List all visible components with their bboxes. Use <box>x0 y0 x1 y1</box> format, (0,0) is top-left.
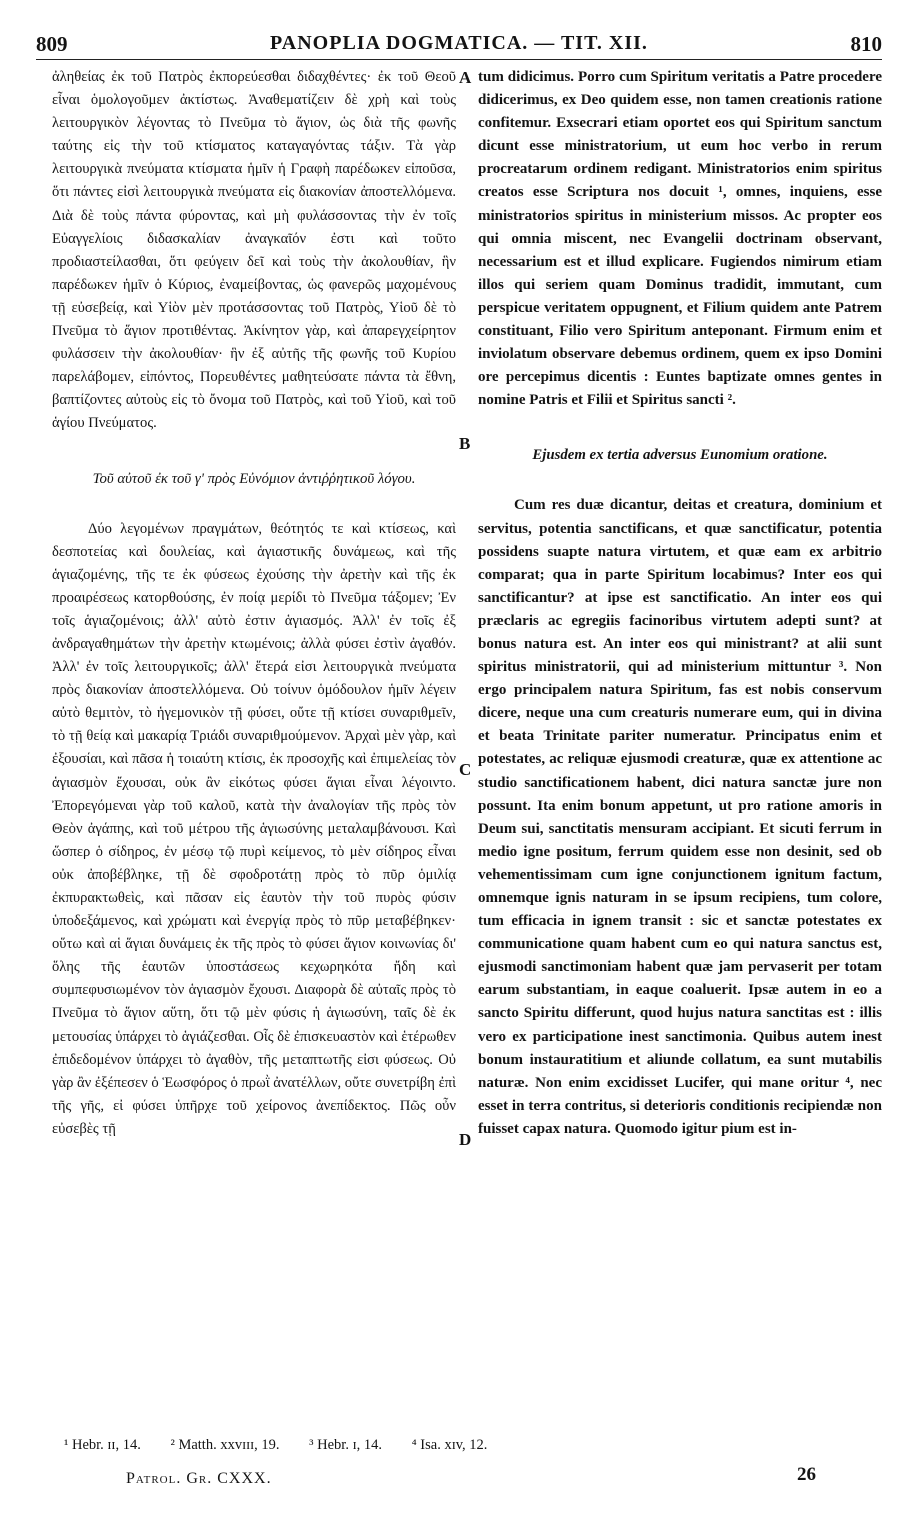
margin-letter-a: A <box>459 68 472 87</box>
latin-column <box>478 66 882 1436</box>
greek-column <box>52 66 456 1436</box>
series-imprint: Patrol. Gr. CXXX. <box>126 1470 272 1487</box>
footnotes <box>64 1437 864 1454</box>
footnote-2: ² Matth. xxvɪɪɪ, 19. <box>170 1437 280 1453</box>
latin-section-heading: Ejusdem ex tertia adversus Eunomium oratione. <box>532 447 828 464</box>
page-footer <box>126 1464 816 1494</box>
latin-paragraph-2: Cum res duæ dicantur, deitas et creatura, dominium et servitus, potentia sanctificans, et quæ sanctificatur, potentia possidens suapte natura virtutem, et quæ eam ex arbitrio comparat; qua in parte Spiritum locabimus? Inter eos qui sanctificantur? at ipse est sanctificatio. An inter eos qui præclaris ac egregiis facinoribus virtutem adepti sunt? at bonus natura est. An inter eos qui ministrant? at alii sunt spiritus ministratorii, qui ad ministerium mittuntur ³. Non ergo principalem natura Spiritum, fas est nobis conservum dicere, neque una cum creaturis numerare eum, qui in divina et beata Trinitate pariter numeratur. Principatus enim et potestates, ac reliquæ ejusmodi creaturæ, quæ ex attentione ac studio sanctificationem habent, dici natura sanctæ jure non possunt. Ita enim bonum appetunt, ut pro ratione amoris in Deum sui, sanctitatis mensuram accipiant. Et sicuti ferrum in medio igne positum, ferrum quidem esse non desinit, sed ob vehementissimam cum igne conjunctionem ignitum factum, omnemque ignis naturam in se ipsum recipiens, tum colore, tum efficacia in ignem transit : sic et sanctæ potestates ex communicatione quam habent cum eo qui natura sanctus est, ejusmodi sanctimoniam habent quæ jam pervaserit per totam earum substantiam, in eaque coaluerit. Ipsæ autem in eo a sancto Spiritu differunt, quod hujus natura sanctitas est : illis vero ex participatione inest sanctimonia. Quibus autem inest bonum instauratitium et aliunde collatum, ea sunt mutabilis naturæ. Non enim excidisset Lucifer, qui mane oritur ⁴, nec esset in terra contritus, si deterioris conditionis recipiendæ non fuisset capax natura. Quomodo igitur pium est in- <box>478 497 882 1137</box>
page-number-right: 810 <box>850 32 882 56</box>
footnote-1: ¹ Hebr. ɪɪ, 14. <box>64 1437 141 1453</box>
footnote-3: ³ Hebr. ɪ, 14. <box>309 1437 382 1453</box>
running-header <box>36 32 882 62</box>
footnote-4: ⁴ Isa. xɪv, 12. <box>411 1437 488 1453</box>
margin-letter-b: B <box>459 434 471 453</box>
greek-paragraph-1: ἀληθείας ἐκ τοῦ Πατρὸς ἐκπορεύεσθαι διδαχθέντες· ἐκ τοῦ Θεοῦ εἶναι ὁμολογοῦμεν ἀκτίστως. Ἀναθεματίζειν δὲ χρὴ καὶ τοὺς λειτουργικὸν λέγοντας τὸ Πνεῦμα τὸ ἅγιον, ὡς διὰ τῆς φωνῆς ταύτης εἰς τὴν τοῦ κτίσματος καταγαγόντας τάξιν. Τὰ γὰρ λειτουργικὰ πνεύματα κτίσματα ἡμῖν ἡ Γραφὴ παρέδωκεν εἰποῦσα, ὅτι πάντες εἰσὶ λειτουργικὰ πνεύματα εἰς διακονίαν ἀποστελλόμενα. Διὰ δὲ τοὺς πάντα φύροντας, καὶ μὴ φυλάσσοντας τὴν ἐν τοῖς Εὐαγγελίοις διδασκαλίαν ἀναγκαῖόν ἐστι καὶ τοῦτο προδιαστείλασθαι, ὅτι φεύγειν δεῖ καὶ τοὺς τὴν ἀκολουθίαν, ἣν παρέδωκεν ἡμῖν ὁ Κύριος, ἐναμείβοντας, ὡς φανερῶς μαχομένους τῇ εὐσεβείᾳ, καὶ Υἱὸν μὲν προτάσσοντας τοῦ Πατρὸς, Υἱοῦ δὲ τὸ Πνεῦμα τὸ ἅγιον προτιθέντας. Ἀκίνητον γὰρ, καὶ ἀπαρεγχείρητον φυλάσσειν τὴν ἀκολουθίαν· ἣν ἐξ αὐτῆς τῆς φωνῆς τοῦ Κυρίου παρελάβομεν, εἰπόντος, Πορευθέντες μαθητεύσατε πάντα τὰ ἔθνη, βαπτίζοντες αὐτοὺς εἰς τὸ ὄνομα τοῦ Πατρὸς, καὶ τοῦ Υἱοῦ, καὶ τοῦ ἁγίου Πνεύματος. <box>52 69 456 432</box>
margin-letter-c: C <box>459 760 472 779</box>
greek-section-heading: Τοῦ αὐτοῦ ἐκ τοῦ γ' πρὸς Εὐνόμιον ἀντιῤῥητικοῦ λόγου. <box>92 470 416 487</box>
greek-paragraph-2: Δύο λεγομένων πραγμάτων, θεότητός τε καὶ κτίσεως, καὶ δεσποτείας καὶ δουλείας, καὶ ἁγιαστικῆς δυνάμεως, καὶ τῆς ἁγιαζομένης, τῆς τε ἐκ φύσεως ἐχούσης τὴν ἀρετὴν καὶ τῆς ἐκ προαιρέσεως κατορθούσης, ἐν ποίᾳ μερίδι τὸ Πνεῦμα τάξομεν; Ἐν τοῖς ἁγιαζομένοις; ἀλλ' αὐτὸ ἐστιν ἁγιασμός. Ἀλλ' ἐν τοῖς ἐξ ἀνδραγαθημάτων τὴν ἀρετὴν κτωμένοις; ἀλλὰ φύσει ἐστὶν ἀγαθόν. Ἀλλ' ἐν τοῖς λειτουργικοῖς; ἀλλ' ἕτερά εἰσι λειτουργικὰ πνεύματα πρὸς διακονίαν ἀποστελλόμενα. Οὐ τοίνυν ὁμόδουλον ἡμῖν λέγειν αὐτὸ θεμιτὸν, τὸ ἡγεμονικὸν τῇ φύσει, οὔτε τῇ κτίσει συναριθμεῖν, τὸ τῇ θείᾳ καὶ μακαρίᾳ Τριάδι συναριθμούμενον. Ἀρχαὶ μὲν γὰρ, καὶ ἐξουσίαι, καὶ πᾶσα ἡ τοιαύτη κτίσις, ἐκ προσοχῆς καὶ ἐπιμελείας τὸν ἁγιασμὸν ἔχουσαι, οὐκ ἂν εἰκότως φύσει ἅγιαι εἶναι λέγοιντο. Ἐπορεγόμεναι γὰρ τοῦ καλοῦ, κατὰ τὴν ἀναλογίαν τῆς πρὸς τὸν Θεὸν ἀγάπης, καὶ τοῦ μέτρου τῆς ἁγιωσύνης μεταλαμβάνουσι. Καὶ ὥσπερ ὁ σίδηρος, ἐν μέσῳ τῷ πυρὶ κείμενος, τὸ μὲν σίδηρος εἶναι οὐκ ἀποβέβληκε, τῇ δὲ σφοδροτάτῃ πρὸς τὸ πῦρ ὁμιλίᾳ ἐκπυρακτωθεὶς, καὶ πᾶσαν εἰς ἑαυτὸν τὴν τοῦ πυρὸς φύσιν ὑποδεξάμενος, καὶ χρώματι καὶ ἐνεργίᾳ πρὸς τὸ πῦρ μεταβέβηκεν· οὕτω καὶ αἱ ἅγιαι δυνάμεις ἐκ τῆς πρὸς τὸ φύσει ἅγιον κοινωνίας δι' ὅλης τῆς ἑαυτῶν ὑποστάσεως κεχωρηκότα ἤδη καὶ συμπεφυσιωμένον τὸν ἁγιασμὸν ἔχουσι. Διαφορὰ δὲ αὐταῖς πρὸς τὸ Πνεῦμα τὸ ἅγιον αὕτη, ὅτι τῷ μὲν φύσις ἡ ἁγιωσύνη, ταῖς δὲ ἐκ μετουσίας ὑπάρχει τὸ ἁγιάζεσθαι. Οἷς δὲ ἐπισκευαστὸν καὶ ἑτέρωθεν ἐπιδεδομένον ὑπάρχει τὸ ἀγαθὸν, τῆς μεταπτωτῆς εἰσι φύσεως. Οὐ γὰρ ἂν ἐξέπεσεν ὁ Ἑωσφόρος ὁ πρωῒ ἀνατέλλων, οὔτε συνετρίβη ἐπὶ τῆς γῆς, εἰ φύσει ὑπῆρχε τοῦ χείρονος ἀνεπίδεκτος. Πῶς οὖν εὐσεβὲς τῇ <box>52 520 456 1137</box>
margin-letter-d: D <box>459 1130 472 1149</box>
signature-mark: 26 <box>797 1464 816 1485</box>
header-rule <box>36 59 882 60</box>
page-number-left: 809 <box>36 32 68 56</box>
latin-paragraph-1: tum didicimus. Porro cum Spiritum veritatis a Patre procedere didicerimus, ex Deo quidem esse, non tamen creationis ratione confitemur. Exsecrari etiam oportet eos qui Spiritum sanctum dicunt esse ministratorium, ut eum hoc verbo in rerum procreatarum ordinem redigant. Ministratorios enim spiritus creatos esse Scriptura nos docuit ¹, omnes, inquiens, esse ministratorios spiritus in ministerium missos. Ac propter eos qui omnia miscent, nec Evangelii doctrinam observant, necessarium est et illud explicare. Fugiendos nimirum etiam illos qui seriem quam Dominus tradidit, immutant, cum perspicue veritatem oppugnent, et Filium quidem ante Patrem constituant, Filio vero Spiritum anteponant. Firmum enim et inviolatum observare debemus ordinem, quem ex ipso Domini ore percepimus dicentis : Euntes baptizate omnes gentes in nomine Patris et Filii et Spiritus sancti ². <box>478 69 882 409</box>
running-title: PANOPLIA DOGMATICA. — TIT. XII. <box>270 32 648 54</box>
